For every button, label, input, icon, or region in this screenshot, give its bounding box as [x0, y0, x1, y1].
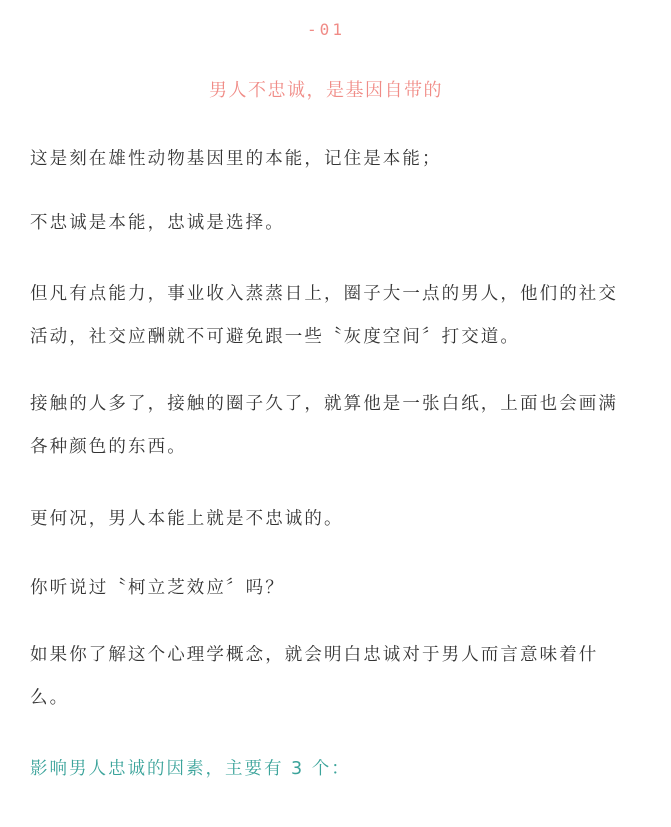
paragraph-7: 如果你了解这个心理学概念，就会明白忠诚对于男人而言意味着什么。 — [30, 645, 599, 708]
paragraph-2: 不忠诚是本能，忠诚是选择。 — [30, 213, 285, 233]
section-number: -01 — [307, 20, 345, 39]
paragraph-1: 这是刻在雄性动物基因里的本能，记住是本能； — [30, 149, 442, 169]
paragraph-6: 你听说过〝柯立芝效应〞吗？ — [30, 578, 285, 598]
paragraph-3: 但凡有点能力，事业收入蒸蒸日上，圈子大一点的男人，他们的社交活动，社交应酬就不可避免跟一些〝灰度空间〞打交道。 — [30, 284, 618, 347]
section-title: 男人不忠诚，是基因自带的 — [209, 80, 443, 101]
paragraph-4: 接触的人多了，接触的圈子久了，就算他是一张白纸，上面也会画满各种颜色的东西。 — [30, 394, 618, 457]
factors-subheading: 影响男人忠诚的因素，主要有 3 个： — [30, 759, 351, 779]
paragraph-5: 更何况，男人本能上就是不忠诚的。 — [30, 509, 344, 529]
